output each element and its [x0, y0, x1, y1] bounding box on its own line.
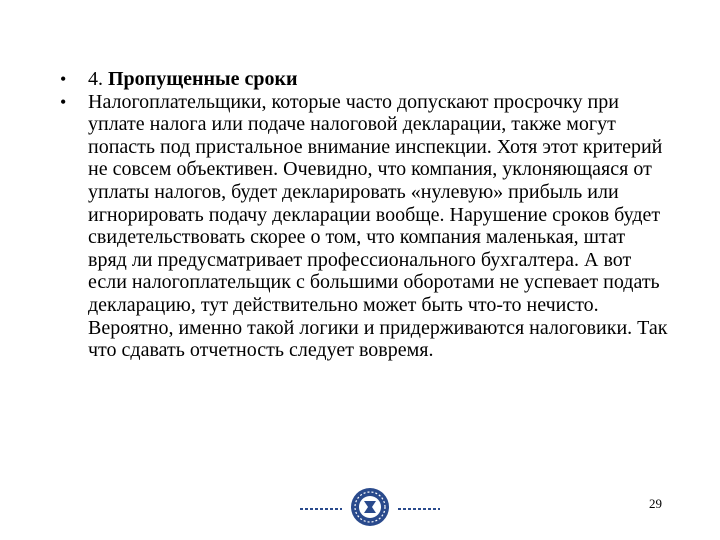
- bullet-item-paragraph: [58, 91, 668, 362]
- bullet-title: Пропущенные сроки: [108, 68, 298, 90]
- bullet-paragraph-text: Налогоплательщики, которые часто допускают просрочку при уплате налога или подаче налоговой декларации, также могут попасть под пристальное внимание инспекции. Хотя этот критерий не совсем объективен. Очевидно, что компания, уклоняющаяся от уплаты налогов, будет декларировать «нулевую» прибыль или игнорировать подачу декларации вообще. Нарушение сроков будет свидетельствовать скорее о том, что компания маленькая, штат вряд ли предусматривает профессионального бухгалтера. А вот если налогоплательщик с большими оборотами не успевает подать декларацию, тут действительно может быть что-то нечисто. Вероятно, именно такой логики и придерживаются налоговики. Так что сдавать отчетность следует вовремя.: [88, 90, 668, 362]
- bullet-number: 4.: [88, 68, 103, 90]
- page-number: 29: [649, 496, 662, 511]
- bullet-marker: •: [60, 69, 67, 89]
- bullet-list: [58, 68, 668, 362]
- footer-emblem: [300, 487, 440, 527]
- bullet-marker: •: [60, 91, 67, 112]
- emblem-icon: [300, 487, 440, 527]
- bullet-item-missed-deadlines: [58, 68, 668, 91]
